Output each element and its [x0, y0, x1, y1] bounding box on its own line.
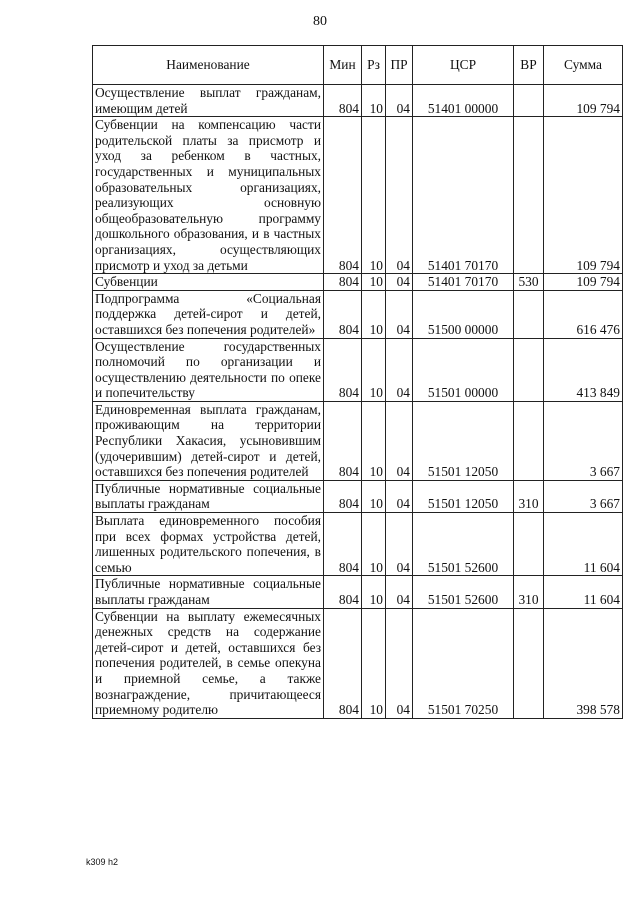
row-csr: 51501 12050: [413, 401, 514, 480]
row-pr: 04: [386, 608, 413, 718]
row-sum: 11 604: [544, 513, 623, 576]
row-vr: 310: [514, 576, 544, 608]
header-name: Наименование: [93, 46, 324, 85]
row-rz: 10: [362, 117, 386, 274]
row-rz: 10: [362, 85, 386, 117]
table-row: [93, 117, 623, 274]
row-pr: 04: [386, 401, 413, 480]
page-number: 80: [313, 14, 327, 29]
header-csr: ЦСР: [413, 46, 514, 85]
row-rz: 10: [362, 480, 386, 512]
table-row: [93, 480, 623, 512]
row-rz: 10: [362, 274, 386, 291]
row-sum: 109 794: [544, 274, 623, 291]
row-min: 804: [324, 274, 362, 291]
row-pr: 04: [386, 274, 413, 291]
row-sum: 109 794: [544, 117, 623, 274]
row-vr: [514, 401, 544, 480]
row-rz: 10: [362, 576, 386, 608]
row-pr: 04: [386, 513, 413, 576]
row-rz: 10: [362, 290, 386, 338]
header-vr: ВР: [514, 46, 544, 85]
row-sum: 413 849: [544, 338, 623, 401]
row-csr: 51401 00000: [413, 85, 514, 117]
row-rz: 10: [362, 608, 386, 718]
header-min: Мин: [324, 46, 362, 85]
table-row: [93, 338, 623, 401]
table-row: [93, 608, 623, 718]
row-sum: 11 604: [544, 576, 623, 608]
row-sum: 3 667: [544, 480, 623, 512]
row-csr: 51401 70170: [413, 274, 514, 291]
row-vr: [514, 290, 544, 338]
table-row: [93, 85, 623, 117]
row-pr: 04: [386, 117, 413, 274]
row-name: Субвенции: [93, 274, 324, 291]
row-min: 804: [324, 576, 362, 608]
row-min: 804: [324, 117, 362, 274]
table-row: [93, 290, 623, 338]
row-csr: 51501 12050: [413, 480, 514, 512]
row-vr: 530: [514, 274, 544, 291]
row-name: Публичные нормативные социальные выплаты гражданам: [93, 480, 324, 512]
row-name: Единовременная выплата гражданам, проживающим на территории Республики Хакасия, усыновившим (удочерившим) детей-сирот и детей, оставшихся без попечения родителей: [93, 401, 324, 480]
row-vr: [514, 117, 544, 274]
table-header-row: [93, 46, 623, 85]
header-pr: ПР: [386, 46, 413, 85]
row-rz: 10: [362, 338, 386, 401]
row-name: Осуществление выплат гражданам, имеющим детей: [93, 85, 324, 117]
row-pr: 04: [386, 338, 413, 401]
row-vr: [514, 338, 544, 401]
header-rz: Рз: [362, 46, 386, 85]
row-sum: 109 794: [544, 85, 623, 117]
row-csr: 51501 52600: [413, 576, 514, 608]
row-vr: [514, 85, 544, 117]
row-sum: 3 667: [544, 401, 623, 480]
row-min: 804: [324, 608, 362, 718]
row-min: 804: [324, 401, 362, 480]
header-sum: Сумма: [544, 46, 623, 85]
row-csr: 51500 00000: [413, 290, 514, 338]
row-vr: [514, 608, 544, 718]
row-name: Подпрограмма «Социальная поддержка детей-сирот и детей, оставшихся без попечения родителей»: [93, 290, 324, 338]
row-name: Субвенции на компенсацию части родительской платы за присмотр и уход за ребенком в частных, государственных и муниципальных образовательных организациях, реализующих основную общеобразовательную программу дошкольного образования, и в частных организациях, осуществляющих присмотр и уход за детьми: [93, 117, 324, 274]
footer-document-code: k309 h2: [86, 857, 119, 867]
row-min: 804: [324, 480, 362, 512]
row-vr: 310: [514, 480, 544, 512]
row-rz: 10: [362, 401, 386, 480]
table-row: [93, 401, 623, 480]
row-rz: 10: [362, 513, 386, 576]
budget-table: [92, 45, 623, 719]
row-name: Субвенции на выплату ежемесячных денежных средств на содержание детей-сирот и детей, оставшихся без попечения родителей, в семье опекуна и приемной семье, а также вознаграждение, причитающееся приемному родителю: [93, 608, 324, 718]
table-row: [93, 513, 623, 576]
table-row: [93, 274, 623, 291]
row-name: Выплата единовременного пособия при всех формах устройства детей, лишенных родительского попечения, в семью: [93, 513, 324, 576]
row-min: 804: [324, 338, 362, 401]
row-pr: 04: [386, 480, 413, 512]
row-sum: 398 578: [544, 608, 623, 718]
row-vr: [514, 513, 544, 576]
row-csr: 51501 70250: [413, 608, 514, 718]
row-pr: 04: [386, 85, 413, 117]
row-csr: 51401 70170: [413, 117, 514, 274]
row-pr: 04: [386, 290, 413, 338]
row-pr: 04: [386, 576, 413, 608]
row-name: Публичные нормативные социальные выплаты гражданам: [93, 576, 324, 608]
row-name: Осуществление государственных полномочий по организации и осуществлению деятельности по опеке и попечительству: [93, 338, 324, 401]
table-row: [93, 576, 623, 608]
row-sum: 616 476: [544, 290, 623, 338]
row-min: 804: [324, 513, 362, 576]
row-min: 804: [324, 290, 362, 338]
row-csr: 51501 00000: [413, 338, 514, 401]
row-min: 804: [324, 85, 362, 117]
row-csr: 51501 52600: [413, 513, 514, 576]
